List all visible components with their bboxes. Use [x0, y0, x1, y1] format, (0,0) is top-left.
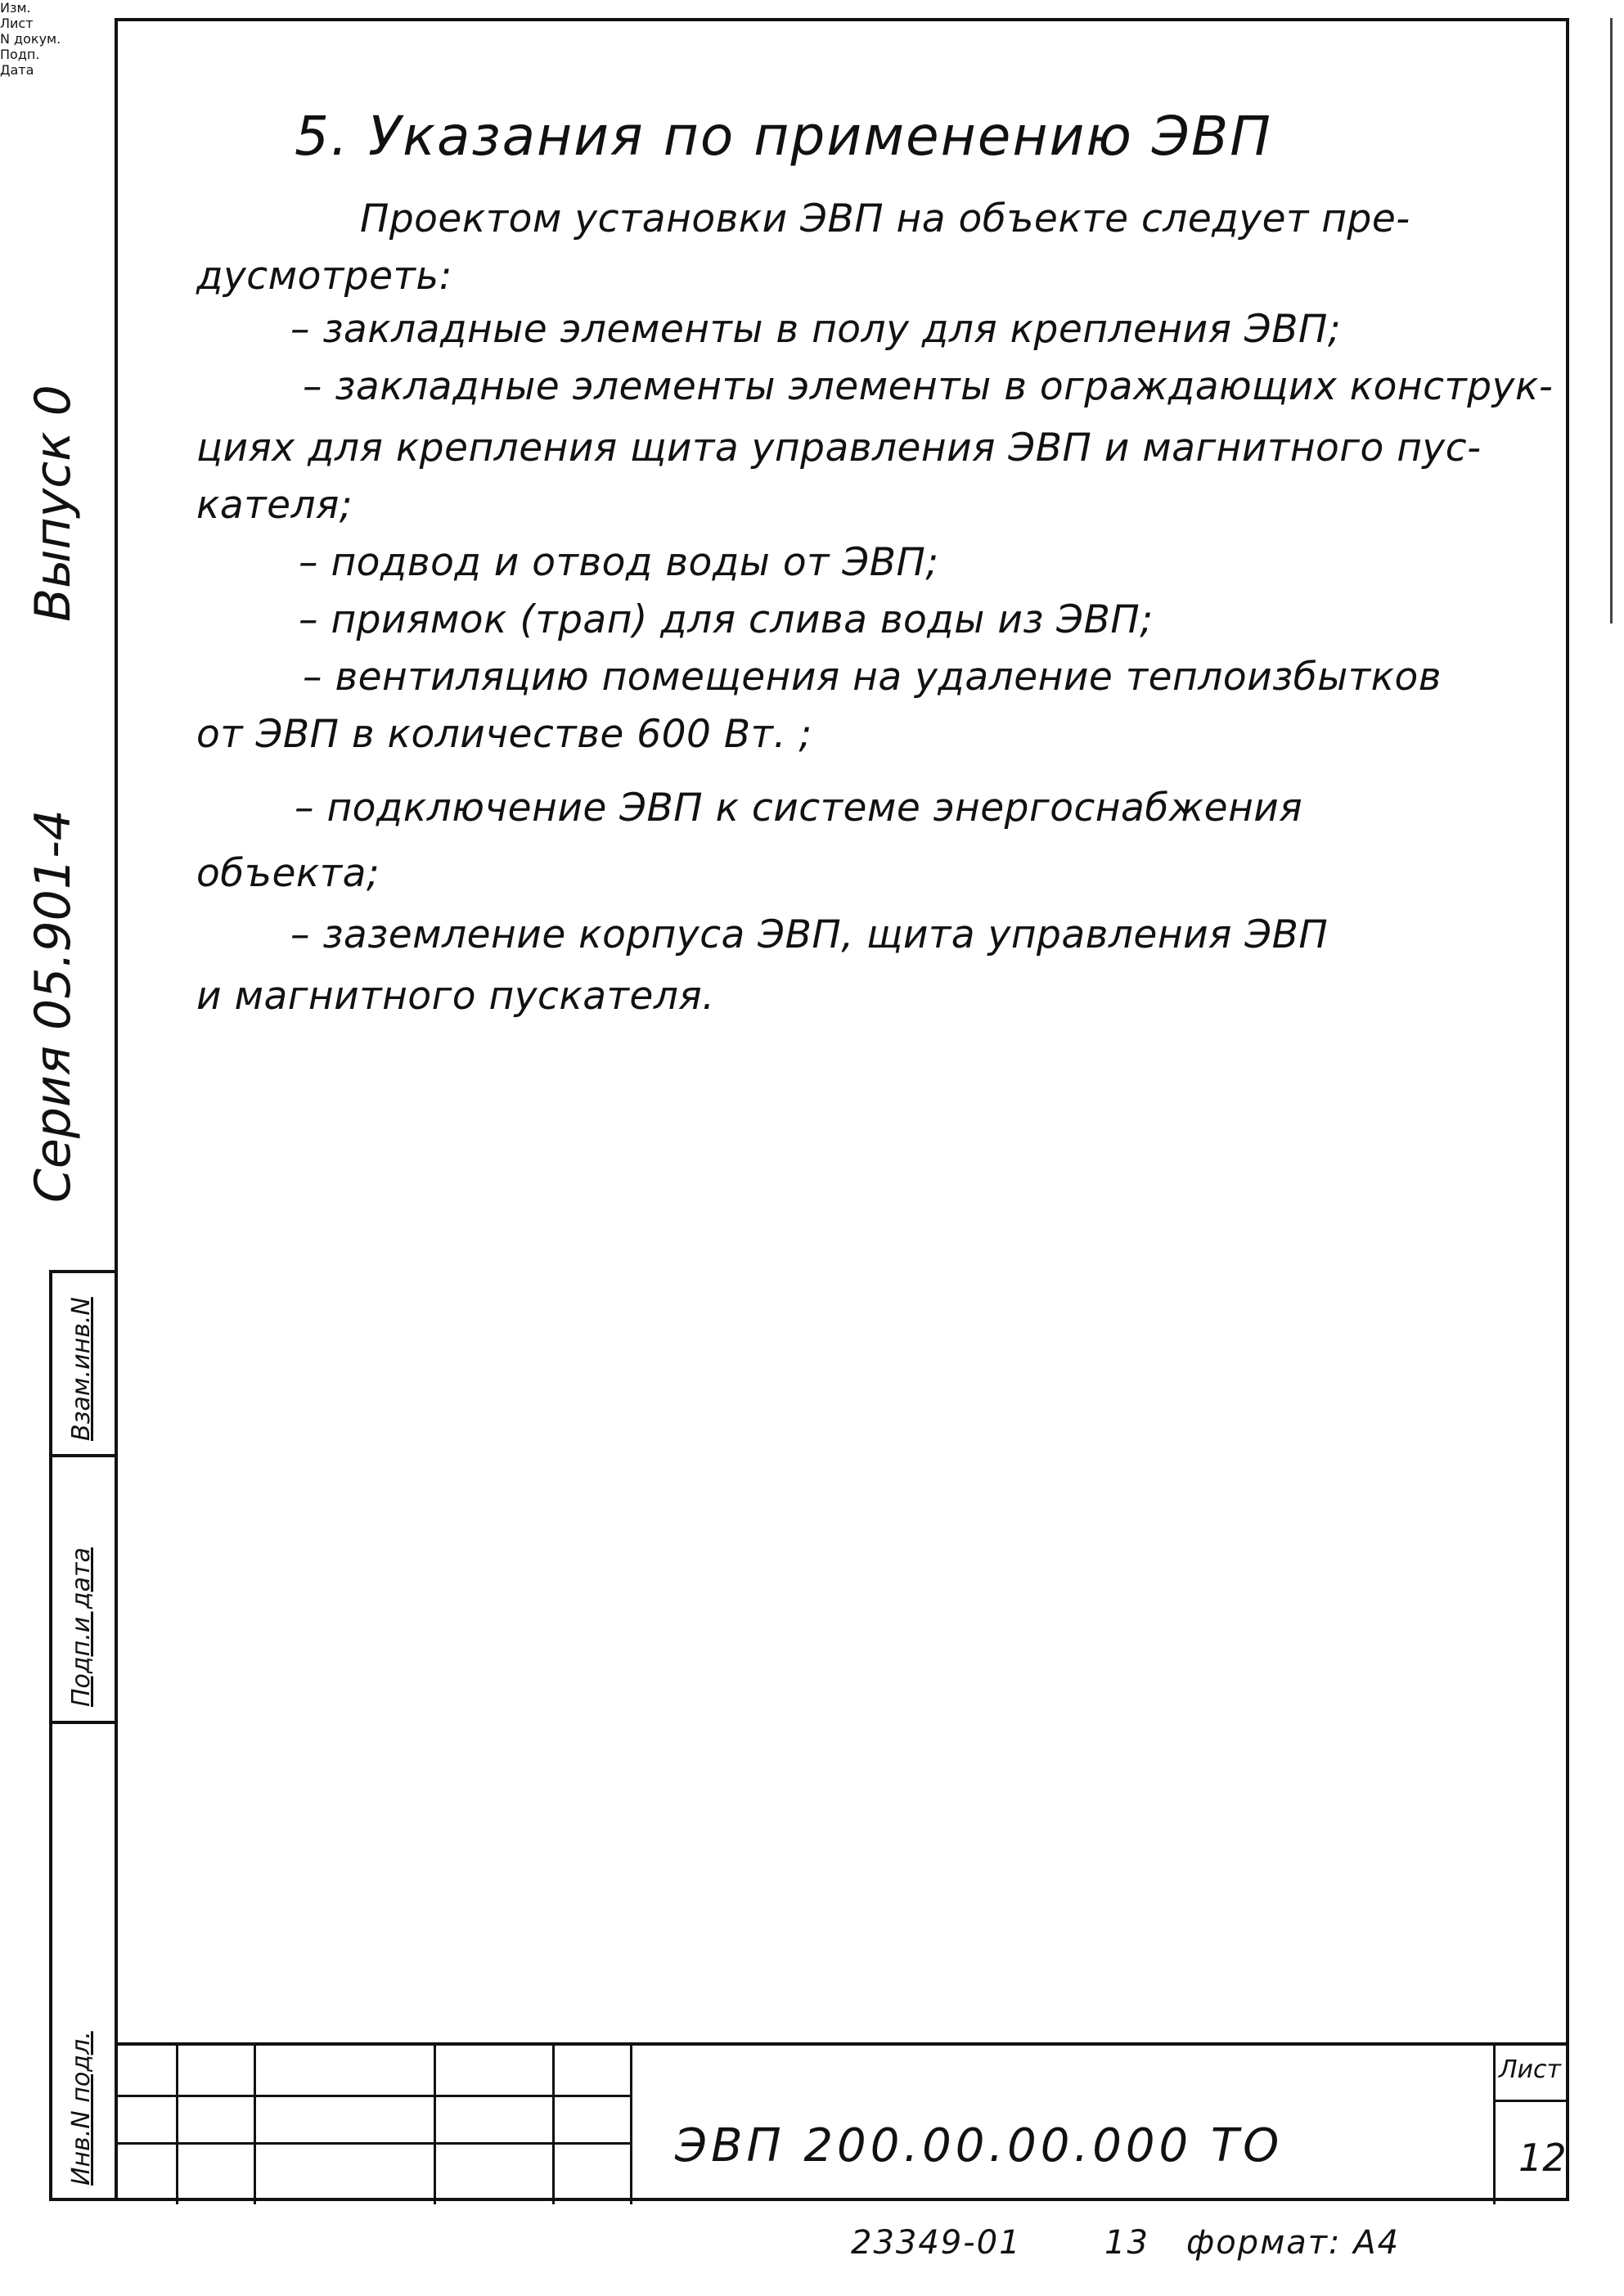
tb-sheet-line: [1493, 2100, 1569, 2102]
text-line-6: кателя;: [196, 483, 353, 528]
text-line-2: дусмотреть:: [196, 254, 452, 299]
sheet-label: Лист: [1499, 2055, 1562, 2084]
right-margin-line: [1610, 18, 1613, 624]
tb-divider: [552, 2046, 555, 2204]
text-line-12: объекта;: [196, 851, 380, 896]
series-label: Серия 05.901-4: [25, 809, 82, 1203]
list-item-5: – вентиляцию помещения на удаление теплоизбытков: [303, 655, 1442, 700]
tb-divider: [254, 2046, 256, 2204]
tb-header-sign: Подп.: [0, 47, 40, 62]
tb-header-date: Дата: [0, 62, 34, 78]
list-item-4: – приямок (трап) для слива воды из ЭВП;: [299, 597, 1154, 642]
side-stamp: [49, 1270, 115, 2201]
stamp-sign-label: Подп.и дата: [67, 1547, 96, 1707]
list-item-1: – закладные элементы в полу для крепления ЭВП;: [290, 307, 1342, 352]
list-item-2: – закладные элементы элементы в ограждающих конструк-: [303, 364, 1554, 409]
tb-row-line: [115, 2142, 630, 2145]
sheet-number: 12: [1518, 2136, 1567, 2180]
stamp-replace-label: Взам.инв.N: [67, 1297, 96, 1441]
copy-number: 13: [1104, 2224, 1149, 2262]
text-line-1: Проектом установки ЭВП на объекте следует пре-: [360, 196, 1410, 241]
issue-label: Выпуск 0: [25, 385, 82, 622]
tb-divider: [434, 2046, 436, 2204]
list-item-3: – подвод и отвод воды от ЭВП;: [299, 540, 939, 585]
list-item-6: – подключение ЭВП к системе энергоснабжения: [295, 786, 1303, 831]
text-line-14: и магнитного пускателя.: [196, 974, 715, 1019]
order-number: 23349-01: [851, 2224, 1022, 2262]
tb-divider: [1493, 2046, 1496, 2204]
tb-row-line: [115, 2095, 630, 2097]
tb-divider: [630, 2046, 632, 2204]
tb-header-change: Изм.: [0, 0, 31, 16]
tb-header-sheet: Лист: [0, 16, 34, 31]
tb-header-doc: N докум.: [0, 31, 61, 47]
document-code: ЭВП 200.00.00.000 ТО: [675, 2119, 1284, 2172]
text-line-5: циях для крепления щита управления ЭВП и магнитного пус-: [196, 425, 1482, 470]
page-format: формат: А4: [1186, 2224, 1401, 2262]
text-line-10: от ЭВП в количестве 600 Вт. ;: [196, 712, 812, 757]
section-heading: 5. Указания по применению ЭВП: [295, 105, 1272, 168]
tb-divider: [176, 2046, 178, 2204]
stamp-inventory-label: Инв.N подл.: [67, 2031, 96, 2186]
list-item-7: – заземление корпуса ЭВП, щита управления ЭВП: [290, 912, 1329, 957]
